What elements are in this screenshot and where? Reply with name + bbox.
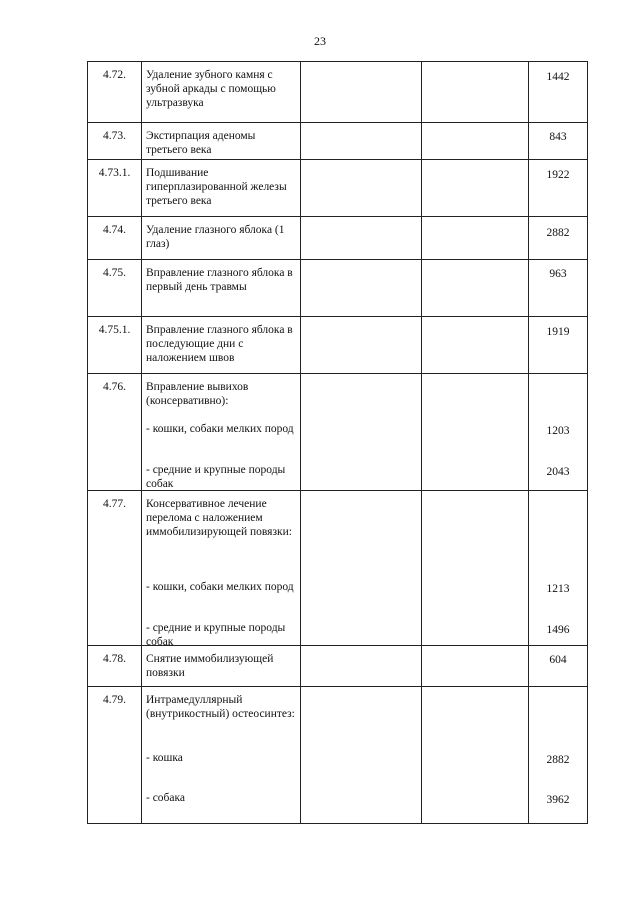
service-name: Вправление вывихов (консервативно): <box>146 381 249 407</box>
item-number-cell <box>88 491 142 646</box>
table-row <box>88 687 588 824</box>
service-name-cell <box>142 646 301 687</box>
service-name: Вправление глазного яблока в последующие дни с наложением швов <box>146 324 293 364</box>
service-name-cell <box>142 317 301 374</box>
item-number: 4.72. <box>103 69 126 81</box>
price-value: 2882 <box>546 227 570 239</box>
item-number-cell <box>88 374 142 491</box>
price-value: 963 <box>549 268 567 280</box>
item-number: 4.79. <box>103 694 126 706</box>
empty-cell <box>301 217 422 260</box>
service-subitem: - кошки, собаки мелких пород <box>146 423 294 435</box>
service-name-cell <box>142 62 301 123</box>
empty-cell <box>301 123 422 160</box>
table-row <box>88 260 588 317</box>
empty-cell <box>422 123 529 160</box>
price-cell <box>529 687 588 824</box>
empty-cell <box>422 217 529 260</box>
service-name-cell <box>142 123 301 160</box>
item-number-cell <box>88 317 142 374</box>
service-name-cell <box>142 217 301 260</box>
service-name-cell <box>142 160 301 217</box>
price-cell <box>529 160 588 217</box>
item-number-cell <box>88 123 142 160</box>
item-number-cell <box>88 646 142 687</box>
empty-cell <box>301 687 422 824</box>
empty-cell <box>301 160 422 217</box>
price-cell <box>529 646 588 687</box>
price-cell <box>529 491 588 646</box>
price-value: 1213 <box>546 583 570 595</box>
service-subitem: - кошки, собаки мелких пород <box>146 581 294 593</box>
service-name: Снятие иммобилизующей повязки <box>146 653 274 679</box>
service-subitem: - собака <box>146 792 186 804</box>
service-subitem: - средние и крупные породы собак <box>146 464 286 490</box>
price-table <box>87 61 588 824</box>
item-number-cell <box>88 62 142 123</box>
service-name: Интрамедуллярный (внутрикостный) остеосинтез: <box>146 694 295 720</box>
table-row <box>88 62 588 123</box>
price-value: 1442 <box>546 71 570 83</box>
page-number: 23 <box>314 34 326 48</box>
price-cell <box>529 62 588 123</box>
service-name-cell <box>142 260 301 317</box>
empty-cell <box>301 491 422 646</box>
table-row <box>88 491 588 646</box>
price-value: 1922 <box>546 169 570 181</box>
price-value: 2882 <box>546 754 570 766</box>
empty-cell <box>422 646 529 687</box>
table-row <box>88 123 588 160</box>
price-value: 3962 <box>546 794 570 806</box>
price-cell <box>529 217 588 260</box>
price-cell <box>529 317 588 374</box>
table-row <box>88 217 588 260</box>
table-row <box>88 160 588 217</box>
price-value: 1203 <box>546 425 570 437</box>
price-cell <box>529 260 588 317</box>
price-value: 2043 <box>546 466 570 478</box>
service-name: Удаление глазного яблока (1 глаз) <box>146 224 285 250</box>
service-name: Подшивание гиперплазированной железы третьего века <box>146 167 287 207</box>
item-number: 4.74. <box>103 224 126 236</box>
price-value: 1919 <box>546 326 570 338</box>
price-value: 604 <box>549 654 567 666</box>
item-number: 4.73.1. <box>98 167 131 179</box>
service-name-cell <box>142 687 301 824</box>
table-row <box>88 317 588 374</box>
item-number-cell <box>88 217 142 260</box>
empty-cell <box>422 62 529 123</box>
item-number-cell <box>88 160 142 217</box>
item-number-cell <box>88 260 142 317</box>
price-value: 1496 <box>546 624 570 636</box>
service-name: Вправление глазного яблока в первый день травмы <box>146 267 293 293</box>
table-row <box>88 646 588 687</box>
item-number: 4.76. <box>103 381 126 393</box>
empty-cell <box>301 62 422 123</box>
item-number: 4.77. <box>103 498 126 510</box>
service-name: Консервативное лечение перелома с наложением иммобилизирующей повязки: <box>146 498 292 538</box>
empty-cell <box>301 260 422 317</box>
service-name: Экстирпация аденомы третьего века <box>146 130 256 156</box>
item-number: 4.73. <box>103 130 126 142</box>
empty-cell <box>422 260 529 317</box>
item-number-cell <box>88 687 142 824</box>
empty-cell <box>422 317 529 374</box>
empty-cell <box>301 317 422 374</box>
price-value: 843 <box>549 131 567 143</box>
price-cell <box>529 123 588 160</box>
empty-cell <box>422 160 529 217</box>
item-number: 4.78. <box>103 653 126 665</box>
item-number: 4.75.1. <box>98 324 131 336</box>
table-row <box>88 374 588 491</box>
empty-cell <box>301 374 422 491</box>
service-subitem: - средние и крупные породы собак <box>146 622 286 648</box>
price-cell <box>529 374 588 491</box>
service-name: Удаление зубного камня с зубной аркады с помощью ультразвука <box>146 69 276 109</box>
empty-cell <box>301 646 422 687</box>
service-subitem: - кошка <box>146 752 183 764</box>
service-name-cell <box>142 491 301 646</box>
empty-cell <box>422 374 529 491</box>
service-name-cell <box>142 374 301 491</box>
empty-cell <box>422 687 529 824</box>
empty-cell <box>422 491 529 646</box>
item-number: 4.75. <box>103 267 126 279</box>
